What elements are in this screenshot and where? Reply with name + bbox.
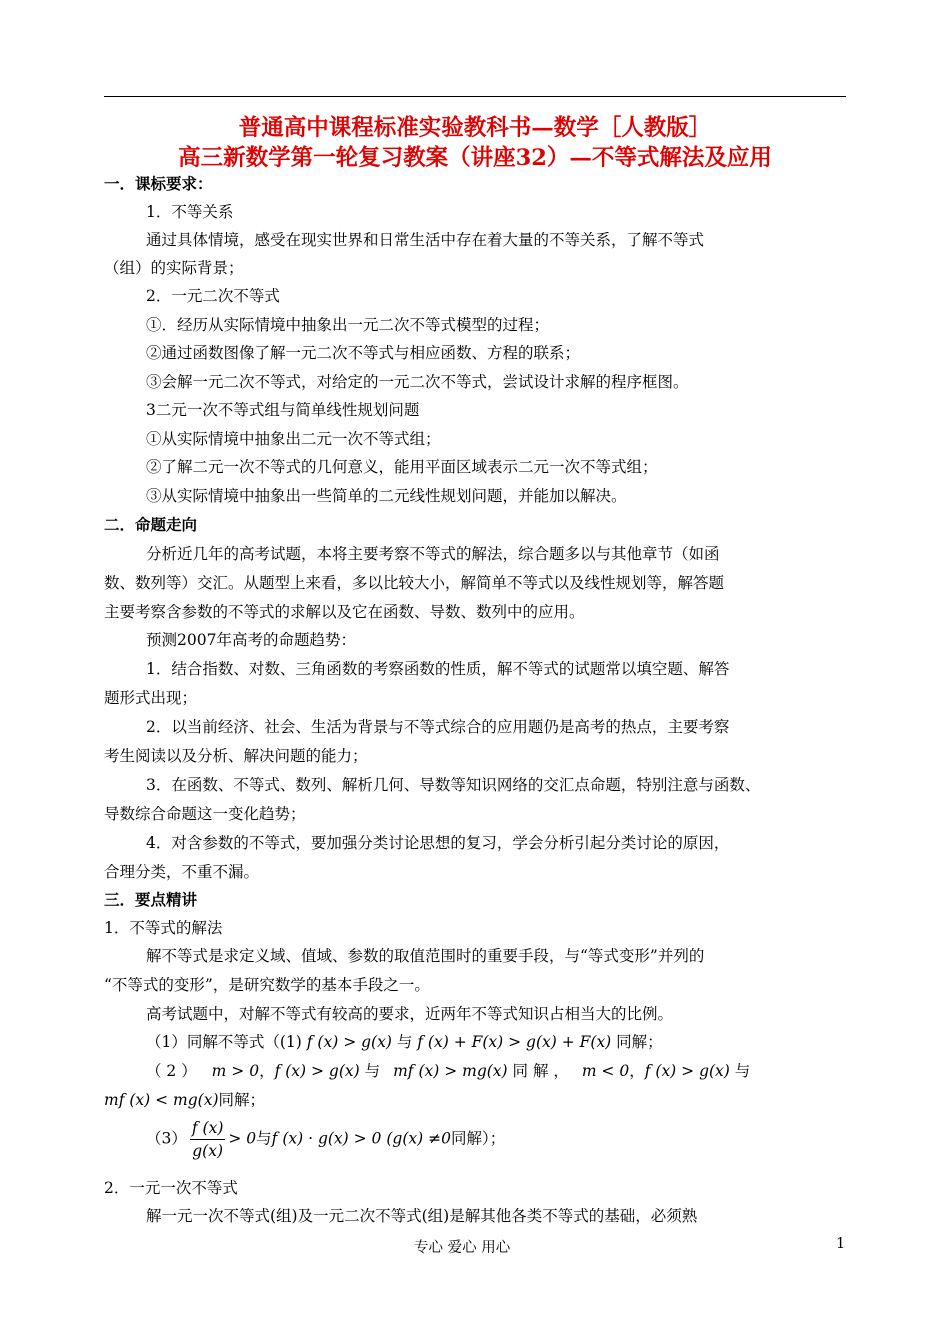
sec3-para1-line2: “不等式的变形”，是研究数学的基本手段之一。 <box>104 976 430 994</box>
footer-motto: 专心 爱心 用心 <box>414 1240 511 1256</box>
rule1-connector: 与 <box>396 1033 413 1051</box>
sec3-sub1-title: 1．不等式的解法 <box>104 919 223 937</box>
sec1-sub3-item3: ③从实际情境中抽象出一些简单的二元线性规划问题，并能加以解决。 <box>146 487 627 505</box>
sec2-item3-line1: 3．在函数、不等式、数列、解析几何、导数等知识网络的交汇点命题，特别注意与函数、 <box>146 776 761 794</box>
sec1-sub1-title: 1．不等关系 <box>146 203 234 221</box>
sec2-para2: 预测2007年高考的命题趋势： <box>146 631 356 649</box>
rule1-formula-b: f (x) + F(x) > g(x) + F(x) <box>417 1033 612 1051</box>
sec1-sub1-para-line2: （组）的实际背景； <box>104 259 244 277</box>
sec1-sub2-item3: ③会解一元二次不等式，对给定的一元二次不等式，尝试设计求解的程序框图。 <box>146 373 689 391</box>
rule2-same: 同 解 ， <box>512 1062 569 1080</box>
rule3-with: 与 <box>256 1129 272 1148</box>
rule3-product: f (x) · g(x) > 0 <box>271 1129 382 1148</box>
rule2-line <box>146 1061 750 1081</box>
section2-heading: 二．命题走向 <box>104 515 198 534</box>
sec3-sub2-para-line1: 解一元一次不等式(组)及一元二次不等式(组)是解其他各类不等式的基础，必须熟 <box>146 1207 698 1225</box>
sec3-para1-line1: 解不等式是求定义域、值域、参数的取值范围时的重要手段，与“等式变形”并列的 <box>146 947 705 965</box>
rule1-suffix: 同解； <box>616 1033 663 1051</box>
sec1-sub3-title: 3二元一次不等式组与简单线性规划问题 <box>146 401 420 419</box>
document-title-line1: 普通高中课程标准实验教科书—数学［人教版］ <box>238 115 712 141</box>
sec2-item4-line2: 合理分类，不重不漏。 <box>104 863 260 881</box>
rule2-comma2: ， <box>629 1062 645 1080</box>
sec2-item4-line1: 4．对含参数的不等式，要加强分类讨论思想的复习，学会分析引起分类讨论的原因， <box>146 834 730 852</box>
rule2-comma1: ， <box>259 1062 275 1080</box>
document-title-line2: 高三新数学第一轮复习教案（讲座32）—不等式解法及应用 <box>178 145 772 171</box>
rule2-line2 <box>104 1090 265 1110</box>
rule2-with2: 与 <box>734 1062 751 1080</box>
rule2-ineq-d: mf (x) < mg(x) <box>104 1091 219 1109</box>
rule2-with: 与 <box>364 1062 381 1080</box>
rule2-cond-negative: m < 0 <box>581 1062 630 1080</box>
rule3-condition: (g(x) ≠0 <box>386 1129 451 1148</box>
sec2-item2-line1: 2．以当前经济、社会、生活为背景与不等式综合的应用题仍是高考的热点，主要考察 <box>146 718 730 736</box>
rule2-cond-positive: m > 0 <box>211 1062 260 1080</box>
sec1-sub3-item1: ①从实际情境中抽象出二元一次不等式组； <box>146 430 441 448</box>
sec1-sub2-title: 2．一元二次不等式 <box>146 287 280 305</box>
sec2-item1-line1: 1．结合指数、对数、三角函数的考察函数的性质，解不等式的试题常以填空题、解答 <box>146 660 730 678</box>
sec1-sub2-item2: ②通过函数图像了解一元二次不等式与相应函数、方程的联系； <box>146 344 581 362</box>
rule2-ineq-b: mf (x) > mg(x) <box>393 1062 508 1080</box>
sec3-sub2-title: 2．一元一次不等式 <box>104 1179 238 1197</box>
rule2-suffix: 同解； <box>218 1091 266 1109</box>
header-rule <box>104 96 846 97</box>
rule3-fraction <box>190 1118 226 1161</box>
rule2-prefix: （ 2 ） <box>146 1062 197 1080</box>
rule3-line <box>146 1118 505 1161</box>
sec2-item2-line2: 考生阅读以及分析、解决问题的能力； <box>104 747 368 765</box>
rule3-numerator: f (x) <box>190 1118 226 1140</box>
section3-heading: 三．要点精讲 <box>104 890 198 909</box>
rule1-prefix: （1）同解不等式（(1) <box>146 1033 302 1051</box>
sec1-sub1-para-line1: 通过具体情境，感受在现实世界和日常生活中存在着大量的不等关系，了解不等式 <box>146 231 705 249</box>
rule2-ineq-c: f (x) > g(x) <box>644 1062 730 1080</box>
section1-heading: 一．课标要求： <box>104 174 213 193</box>
page-number: 1 <box>836 1236 846 1252</box>
sec2-para1-line2: 数、数列等）交汇。从题型上来看，多以比较大小，解简单不等式以及线性规划等，解答题 <box>104 574 725 592</box>
rule3-gt-zero: > 0 <box>228 1129 257 1148</box>
sec2-para1-line3: 主要考察含参数的不等式的求解以及它在函数、导数、数列中的应用。 <box>104 603 585 621</box>
rule1-formula-a: f (x) > g(x) <box>306 1033 392 1051</box>
sec2-para1-line1: 分析近几年的高考试题，本将主要考察不等式的解法，综合题多以与其他章节（如函 <box>146 545 720 563</box>
sec1-sub2-item1: ①．经历从实际情境中抽象出一元二次不等式模型的过程； <box>146 316 550 334</box>
sec2-item3-line2: 导数综合命题这一变化趋势； <box>104 805 306 823</box>
rule3-suffix: 同解）； <box>450 1129 506 1148</box>
sec1-sub3-item2: ②了解二元一次不等式的几何意义，能用平面区域表示二元一次不等式组； <box>146 458 658 476</box>
rule3-prefix: （3） <box>146 1129 187 1148</box>
rule1-line <box>146 1032 663 1052</box>
rule3-denominator: g(x) <box>192 1142 223 1160</box>
sec2-item1-line2: 题形式出现； <box>104 689 198 707</box>
sec3-para2: 高考试题中，对解不等式有较高的要求，近两年不等式知识占相当大的比例。 <box>146 1005 674 1023</box>
rule2-ineq-a: f (x) > g(x) <box>274 1062 360 1080</box>
